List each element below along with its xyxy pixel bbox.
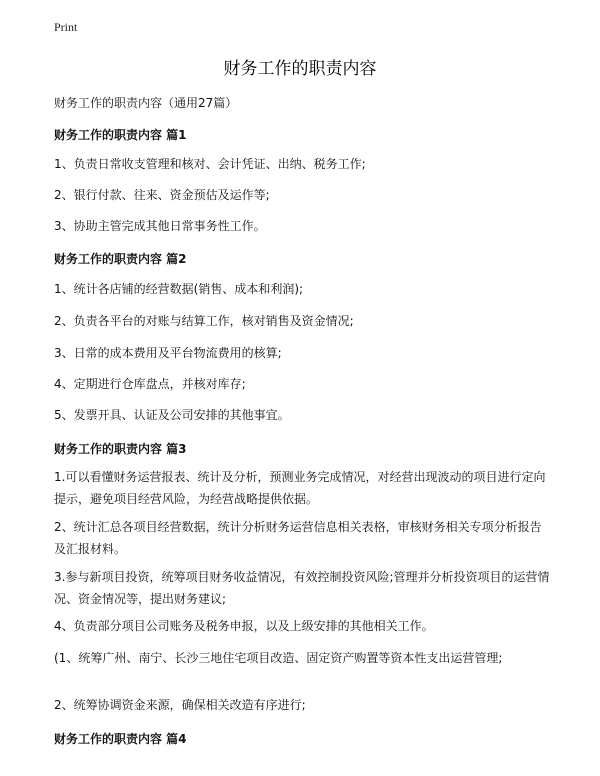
list-item: 3.参与新项目投资，统筹项目财务收益情况，有效控制投资风险;管理并分析投资项目的运营情况、资金情况等，提出财务建议; [54,570,550,606]
list-item: 3、日常的成本费用及平台物流费用的核算; [54,346,282,360]
section-heading-2: 财务工作的职责内容 篇2 [54,252,187,266]
list-item: 2、统计汇总各项目经营数据，统计分析财务运营信息相关表格，审核财务相关专项分析报告及汇报材料。 [54,520,542,556]
list-item: 4、负责部分项目公司账务及税务申报，以及上级安排的其他相关工作。 [54,619,434,633]
section-heading-3: 财务工作的职责内容 篇3 [54,442,187,456]
list-item: 4、定期进行仓库盘点，并核对库存; [54,377,246,391]
list-item: 2、负责各平台的对账与结算工作，核对销售及资金情况; [54,314,354,328]
list-item: 5、发票开具、认证及公司安排的其他事宜。 [54,408,290,422]
list-item: 1、负责日常收支管理和核对、会计凭证、出纳、税务工作; [54,157,366,171]
document-title: 财务工作的职责内容 [223,59,377,79]
document-subtitle: 财务工作的职责内容（通用27篇） [54,96,238,110]
list-item: 1、统计各店铺的经营数据(销售、成本和利润); [54,282,304,296]
section-heading-4: 财务工作的职责内容 篇4 [54,732,187,746]
print-label: Print [54,20,78,34]
list-item: 3、协助主管完成其他日常事务性工作。 [54,219,266,233]
list-item: (1、统筹广州、南宁、长沙三地住宅项目改造、固定资产购置等资本性支出运营管理; [54,651,503,665]
list-item: 2、统筹协调资金来源，确保相关改造有序进行; [54,698,306,712]
list-item: 1.可以看懂财务运营报表、统计及分析，预测业务完成情况，对经营出现波动的项目进行定向提示，避免项目经营风险，为经营战略提供依据。 [54,470,546,506]
section-heading-1: 财务工作的职责内容 篇1 [54,128,187,142]
list-item: 2、银行付款、往来、资金预估及运作等; [54,188,270,202]
